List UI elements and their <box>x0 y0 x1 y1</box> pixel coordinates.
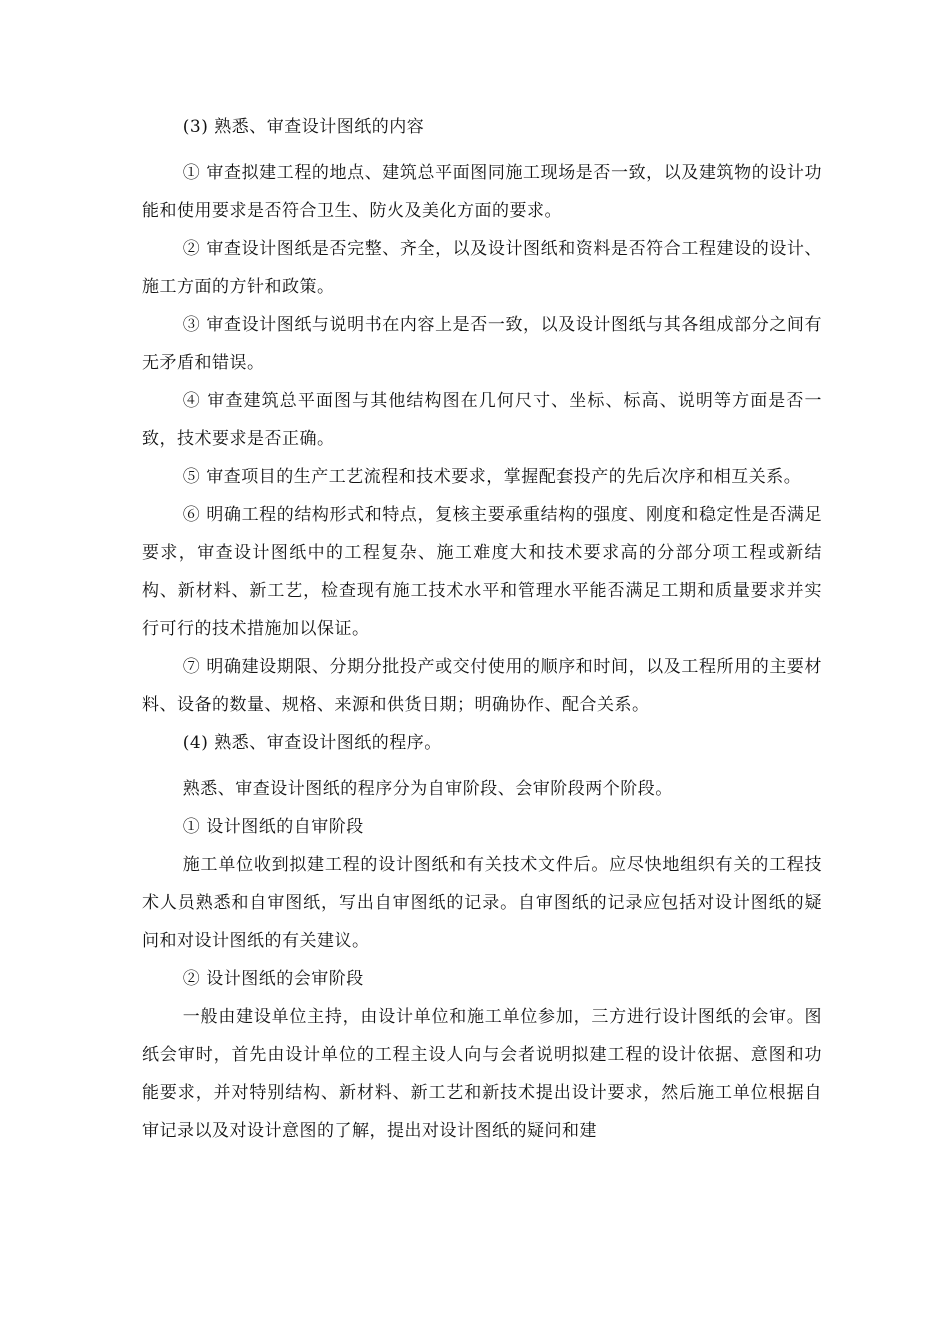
subheading-joint-review: ② 设计图纸的会审阶段 <box>182 969 364 989</box>
paragraph-self-review: 施工单位收到拟建工程的设计图纸和有关技术文件后。应尽快地组织有关的工程技术人员熟悉和自审图纸，写出自审图纸的记录。自审图纸的记录应包括对设计图纸的疑问和对设计图纸的有关建议。 <box>142 855 822 951</box>
paragraph-procedure-intro: 熟悉、审查设计图纸的程序分为自审阶段、会审阶段两个阶段。 <box>182 779 673 799</box>
paragraph-item-2: ② 审查设计图纸是否完整、齐全，以及设计图纸和资料是否符合工程建设的设计、施工方面的方针和政策。 <box>142 239 822 297</box>
section-heading-4: (4) 熟悉、审查设计图纸的程序。 <box>182 733 442 753</box>
paragraph-item-5: ⑤ 审查项目的生产工艺流程和技术要求，掌握配套投产的先后次序和相互关系。 <box>182 467 802 487</box>
paragraph-item-7: ⑦ 明确建设期限、分期分批投产或交付使用的顺序和时间，以及工程所用的主要材料、设备的数量、规格、来源和供货日期；明确协作、配合关系。 <box>142 657 822 715</box>
paragraph-item-1: ① 审查拟建工程的地点、建筑总平面图同施工现场是否一致，以及建筑物的设计功能和使用要求是否符合卫生、防火及美化方面的要求。 <box>142 163 822 221</box>
document-body <box>142 108 822 1150</box>
subheading-self-review: ① 设计图纸的自审阶段 <box>182 817 364 837</box>
paragraph-item-4: ④ 审查建筑总平面图与其他结构图在几何尺寸、坐标、标高、说明等方面是否一致，技术要求是否正确。 <box>142 391 822 449</box>
paragraph-joint-review: 一般由建设单位主持，由设计单位和施工单位参加，三方进行设计图纸的会审。图纸会审时，首先由设计单位的工程主设人向与会者说明拟建工程的设计依据、意图和功能要求，并对特别结构、新材料、新工艺和新技术提出设计要求，然后施工单位根据自审记录以及对设计意图的了解，提出对设计图纸的疑问和建 <box>142 1007 822 1141</box>
section-heading-3: (3) 熟悉、审查设计图纸的内容 <box>182 117 425 137</box>
paragraph-item-3: ③ 审查设计图纸与说明书在内容上是否一致，以及设计图纸与其各组成部分之间有无矛盾和错误。 <box>142 315 822 373</box>
paragraph-item-6: ⑥ 明确工程的结构形式和特点，复核主要承重结构的强度、刚度和稳定性是否满足要求，审查设计图纸中的工程复杂、施工难度大和技术要求高的分部分项工程或新结构、新材料、新工艺，检查现有施工技术水平和管理水平能否满足工期和质量要求并实行可行的技术措施加以保证。 <box>142 505 822 639</box>
